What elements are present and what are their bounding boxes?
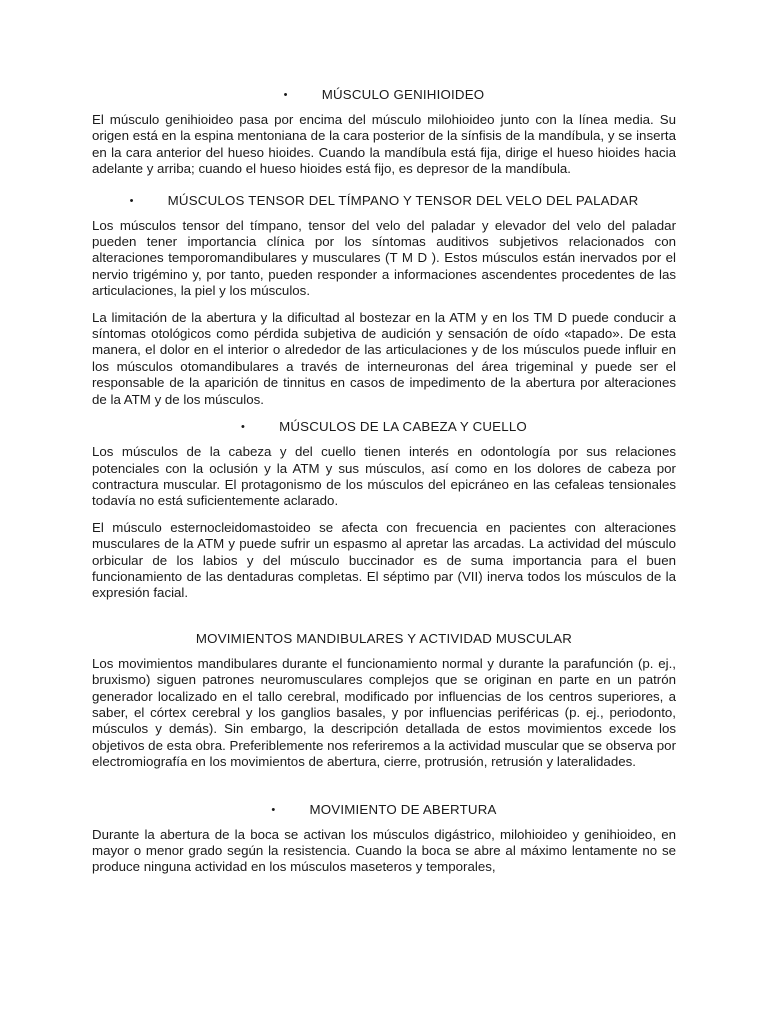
section-heading [92,192,676,210]
paragraph: Los músculos tensor del tímpano, tensor del velo del paladar y elevador del velo del paladar pueden tener importancia clínica por los síntomas auditivos subjetivos relacionados con alteraciones temporomandibulares y musculares (T M D ). Estos músculos están inervados por el nervio trigémino y, por tanto, pueden responder a informaciones ascendentes procedentes de las articulaciones, la piel y los músculos. [92,217,676,299]
section-heading [92,418,676,436]
paragraph: Los movimientos mandibulares durante el funcionamiento normal y durante la parafunción (p. ej., bruxismo) siguen patrones neuromusculares complejos que se originan en parte en un patrón generador localizado en el tallo cerebral, modificado por influencias de los centros superiores, a saber, el córtex cerebral y los ganglios basales, y por influencias periféricas (p. ej., periodonto, músculos y demás). Sin embargo, la descripción detallada de estos movimientos excede los objetivos de esta obra. Preferiblemente nos referiremos a la actividad muscular que se observa por electromiografía en los movimientos de abertura, cierre, protrusión, retrusión y lateralidades. [92,655,676,770]
bullet-icon: • [271,803,276,816]
paragraph: El músculo genihioideo pasa por encima del músculo milohioideo junto con la línea media. Su origen está en la espina mentoniana de la cara posterior de la sínfisis de la mandíbula, y se inserta en la cara anterior del hueso hioides. Cuando la mandíbula está fija, dirige el hueso hioides hacia adelante y arriba; cuando el hueso hioides está fijo, es depresor de la mandíbula. [92,112,676,177]
section-title: MOVIMIENTOS MANDIBULARES Y ACTIVIDAD MUSCULAR [195,630,573,646]
section-movimientos-mandibulares [92,630,676,771]
section-heading [92,86,676,104]
section-tensor-timpano [92,192,676,408]
bullet-icon: • [283,89,288,101]
paragraph: Durante la abertura de la boca se activan los músculos digástrico, milohioideo y genihioideo, en mayor o menor grado según la resistencia. Cuando la boca se abre al máximo lentamente no se produce ninguna actividad en los músculos maseteros y temporales, [92,826,676,875]
paragraph: La limitación de la abertura y la dificultad al bostezar en la ATM y en los TM D puede conducir a síntomas otológicos como pérdida subjetiva de audición y sensación de oído «tapado». De esta manera, el dolor en el interior o alrededor de las articulaciones y de los músculos puede influir en los músculos otomandibulares a través de interneuronas del área trigeminal y puede ser el responsable de la aparición de tinnitus en casos de impedimento de la abertura por alteraciones de la ATM y de los músculos. [92,309,676,407]
section-genihioideo [92,86,676,178]
section-cabeza-cuello [92,418,676,602]
section-heading [92,801,676,819]
section-title: MÚSCULOS DE LA CABEZA Y CUELLO [279,419,527,435]
paragraph: El músculo esternocleidomastoideo se afecta con frecuencia en pacientes con alteraciones musculares de la ATM y puede sufrir un espasmo al apretar las arcadas. La actividad del músculo orbicular de los labios y del músculo buccinador es de suma importancia para el buen funcionamiento de las dentaduras completas. El séptimo par (VII) inerva todos los músculos de la expresión facial. [92,519,676,601]
section-title: MÚSCULOS TENSOR DEL TÍMPANO Y TENSOR DEL VELO DEL PALADAR [167,192,639,208]
bullet-icon: • [241,421,246,434]
section-heading [92,630,676,648]
section-title: MOVIMIENTO DE ABERTURA [309,801,497,817]
section-title: MÚSCULO GENIHIOIDEO [321,87,485,102]
section-movimiento-abertura [92,801,676,876]
bullet-icon: • [129,194,134,207]
paragraph: Los músculos de la cabeza y del cuello tienen interés en odontología por sus relaciones potenciales con la oclusión y la ATM y sus músculos, así como en los dolores de cabeza por contractura muscular. El protagonismo de los músculos del epicráneo en las cefaleas tensionales todavía no está suficientemente aclarado. [92,444,676,509]
